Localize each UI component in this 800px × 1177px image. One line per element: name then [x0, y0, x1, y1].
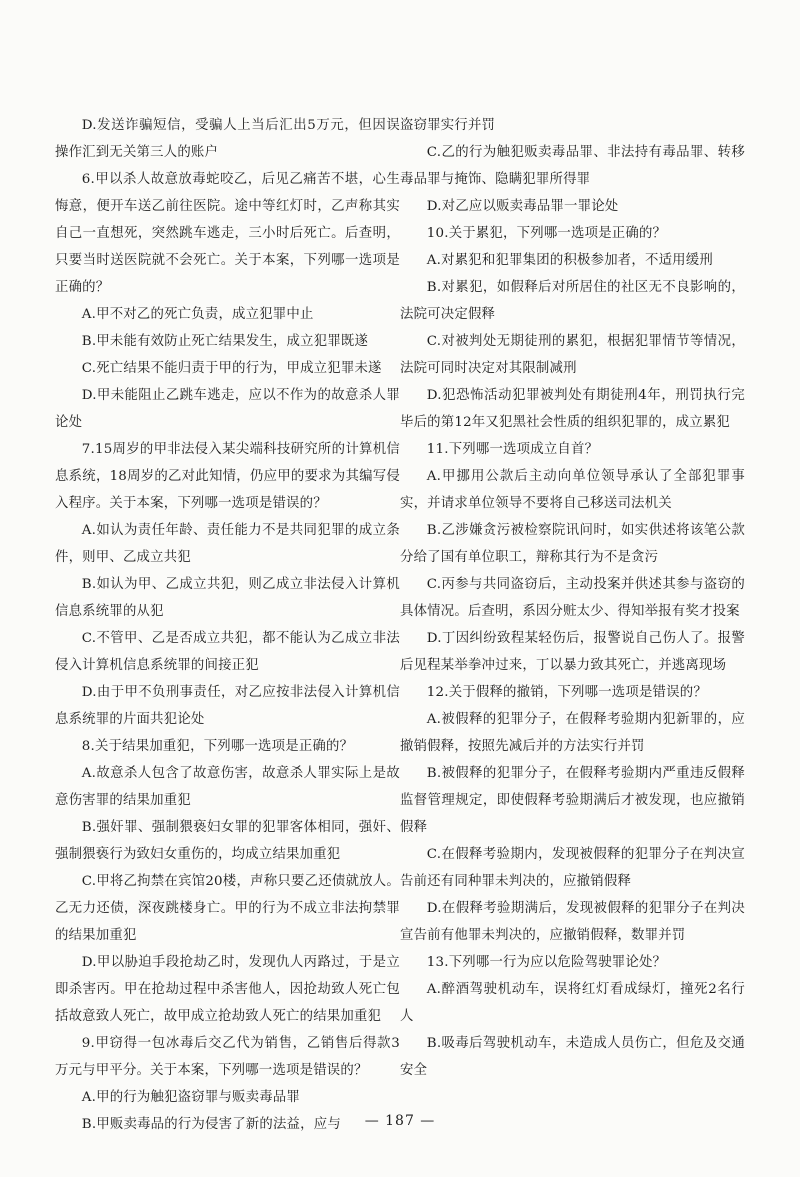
paragraph: B.甲贩卖毒品的行为侵害了新的法益，应与	[81, 1117, 341, 1132]
paragraph: D.发送诈骗短信，受骗人上当后汇出5万元，但因误操作汇到无关第三人的账户	[55, 118, 400, 160]
paragraph: D.由于甲不负刑事责任，对乙应按非法侵入计算机信息系统罪的片面共犯论处	[55, 685, 400, 727]
paragraph: C.不管甲、乙是否成立共犯，都不能认为乙成立非法侵入计算机信息系统罪的间接正犯	[55, 631, 400, 673]
paragraph: 7.15周岁的甲非法侵入某尖端科技研究所的计算机信息系统，18周岁的乙对此知情，仍应甲的要求为其编写侵入程序。关于本案，下列哪一选项是错误的？	[55, 442, 400, 511]
paragraph: C.死亡结果不能归责于甲的行为，甲成立犯罪未遂	[81, 361, 382, 376]
paragraph: C.丙参与共同盗窃后，主动投案并供述其参与盗窃的具体情况。后查明，系因分赃太少、得知举报有奖才投案	[400, 577, 745, 619]
paragraph: A.甲的行为触犯盗窃罪与贩卖毒品罪	[81, 1090, 300, 1105]
paragraph: C.乙的行为触犯贩卖毒品罪、非法持有毒品罪、转移毒品罪与掩饰、隐瞒犯罪所得罪	[400, 145, 745, 187]
paragraph: C.在假释考验期内，发现被假释的犯罪分子在判决宣告前还有同种罪未判决的，应撤销假释	[400, 847, 745, 889]
paragraph: D.犯恐怖活动犯罪被判处有期徒刑4年，刑罚执行完毕后的第12年又犯黑社会性质的组织犯罪的，成立累犯	[400, 388, 745, 430]
paragraph: A.甲挪用公款后主动向单位领导承认了全部犯罪事实，并请求单位领导不要将自己移送司法机关	[400, 469, 745, 511]
paragraph: D.甲以胁迫手段抢劫乙时，发现仇人丙路过，于是立即杀害丙。甲在抢劫过程中杀害他人，因抢劫致人死亡包括故意致人死亡，故甲成立抢劫致人死亡的结果加重犯	[55, 955, 400, 1024]
paragraph: D.丁因纠纷致程某轻伤后，报警说自己伤人了。报警后见程某举拳冲过来，丁以暴力致其死亡，并逃离现场	[400, 631, 745, 673]
paragraph: 13.下列哪一行为应以危险驾驶罪论处？	[426, 955, 667, 970]
paragraph: C.对被判处无期徒刑的累犯，根据犯罪情节等情况，法院可同时决定对其限制减刑	[400, 334, 745, 376]
paragraph: 11.下列哪一选项成立自首？	[426, 442, 599, 457]
paragraph: A.对累犯和犯罪集团的积极参加者，不适用缓刑	[426, 253, 713, 268]
page-number: — 187 —	[364, 1113, 436, 1129]
paragraph: B.强奸罪、强制猥亵妇女罪的犯罪客体相同，强奸、强制猥亵行为致妇女重伤的，均成立结果加重犯	[55, 820, 400, 862]
paragraph: 9.甲窃得一包冰毒后交乙代为销售，乙销售后得款3万元与甲平分。关于本案，下列哪一选项是错误的？	[55, 1036, 400, 1078]
right-column	[400, 112, 745, 1084]
paragraph: A.被假释的犯罪分子，在假释考验期内犯新罪的，应撤销假释，按照先减后并的方法实行并罚	[400, 712, 745, 754]
paragraph: B.如认为甲、乙成立共犯，则乙成立非法侵入计算机信息系统罪的从犯	[55, 577, 400, 619]
paragraph: C.甲将乙拘禁在宾馆20楼，声称只要乙还债就放人。乙无力还债，深夜跳楼身亡。甲的行为不成立非法拘禁罪的结果加重犯	[55, 874, 400, 943]
paragraph: B.被假释的犯罪分子，在假释考验期内严重违反假释监督管理规定，即使假释考验期满后才被发现，也应撤销假释	[400, 766, 745, 835]
paragraph: 8.关于结果加重犯，下列哪一选项是正确的？	[81, 739, 354, 754]
paragraph: D.对乙应以贩卖毒品罪一罪论处	[426, 199, 619, 214]
left-column	[55, 112, 400, 1138]
paragraph: 6.甲以杀人故意放毒蛇咬乙，后见乙痛苦不堪，心生悔意，便开车送乙前往医院。途中等红灯时，乙声称其实自己一直想死，突然跳车逃走，三小时后死亡。后查明，只要当时送医院就不会死亡。关于本案，下列哪一选项是正确的？	[55, 172, 400, 295]
paragraph: 盗窃罪实行并罚	[400, 118, 496, 133]
paragraph: B.乙涉嫌贪污被检察院讯问时，如实供述将该笔公款分给了国有单位职工，辩称其行为不是贪污	[400, 523, 745, 565]
paragraph: A.甲不对乙的死亡负责，成立犯罪中止	[81, 307, 314, 322]
paragraph: 12.关于假释的撤销，下列哪一选项是错误的？	[426, 685, 707, 700]
paragraph: 10.关于累犯，下列哪一选项是正确的？	[426, 226, 667, 241]
paragraph: A.故意杀人包含了故意伤害，故意杀人罪实际上是故意伤害罪的结果加重犯	[55, 766, 400, 808]
paragraph: B.对累犯，如假释后对所居住的社区无不良影响的，法院可决定假释	[400, 280, 745, 322]
paragraph: A.如认为责任年龄、责任能力不是共同犯罪的成立条件，则甲、乙成立共犯	[55, 523, 400, 565]
paragraph: D.甲未能阻止乙跳车逃走，应以不作为的故意杀人罪论处	[55, 388, 400, 430]
paragraph: D.在假释考验期满后，发现被假释的犯罪分子在判决宣告前有他罪未判决的，应撤销假释，数罪并罚	[400, 901, 745, 943]
paragraph: B.吸毒后驾驶机动车，未造成人员伤亡，但危及交通安全	[400, 1036, 745, 1078]
paragraph: A.醉酒驾驶机动车，误将红灯看成绿灯，撞死2名行人	[400, 982, 745, 1024]
paragraph: B.甲未能有效防止死亡结果发生，成立犯罪既遂	[81, 334, 369, 349]
